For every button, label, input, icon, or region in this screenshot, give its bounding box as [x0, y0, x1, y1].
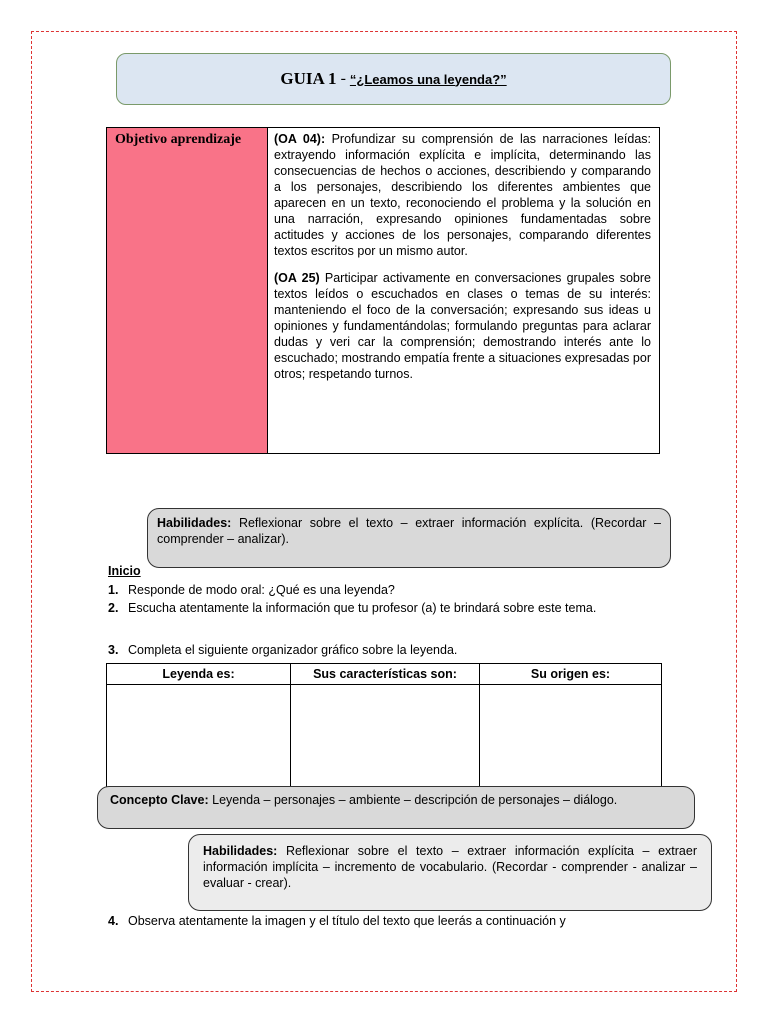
item-number: 4.: [108, 914, 119, 928]
oa04-paragraph: [274, 131, 651, 259]
habilidades-1-label: Habilidades:: [157, 516, 232, 530]
item-text: Responde de modo oral: ¿Qué es una leyenda?: [128, 583, 395, 597]
title-separator: -: [340, 70, 346, 87]
habilidades-2-text: Reflexionar sobre el texto – extraer información explícita – extraer información implícita – incremento de vocabulario. (Recordar - comprender - analizar – evaluar - crear).: [203, 844, 697, 890]
concepto-clave-box: [97, 786, 695, 829]
habilidades-2-label: Habilidades:: [203, 844, 278, 858]
objective-table: [106, 127, 660, 454]
item-number: 3.: [108, 643, 119, 657]
header-caracteristicas: Sus características son:: [291, 664, 480, 685]
table-row: [107, 685, 662, 788]
objective-label: Objetivo aprendizaje: [107, 128, 268, 453]
organizador-grafico: [106, 663, 662, 788]
list-item: [108, 582, 395, 598]
oa25-code: (OA 25): [274, 271, 320, 285]
guide-title: GUIA 1: [280, 69, 337, 88]
title-box: [116, 53, 671, 105]
item-text: Observa atentamente la imagen y el título del texto que leerás a continuación y: [128, 914, 566, 928]
habilidades-1-text: Reflexionar sobre el texto – extraer información explícita. (Recordar – comprender – analizar).: [157, 516, 661, 546]
oa04-text: Profundizar su comprensión de las narraciones leídas: extrayendo información explícita e implícita, determinando las consecuencias de hechos o acciones, describiendo y comparando a los personajes, describiendo los diferentes ambientes que aparecen en un texto, reconociendo el problema y la solución en una narración, expresando opiniones fundamentadas sobre actitudes y acciones de los personajes, comparando diferentes textos escritos por un mismo autor.: [274, 132, 651, 258]
list-item: [108, 642, 457, 658]
oa25-text: Participar activamente en conversaciones grupales sobre textos leídos o escuchados en clases o temas de su interés: manteniendo el foco de la conversación; expresando sus ideas u opiniones y fundamentándolas; formulando preguntas para aclarar dudas y veri car la comprensión; demostrando interés ante lo escuchado; mostrando empatía frente a situaciones expresadas por otros; respetando turnos.: [274, 271, 651, 381]
header-leyenda: Leyenda es:: [107, 664, 291, 685]
answer-cell-caracteristicas[interactable]: [291, 685, 480, 788]
concepto-text: Leyenda – personajes – ambiente – descripción de personajes – diálogo.: [212, 793, 618, 807]
oa04-code: (OA 04):: [274, 132, 326, 146]
table-header-row: [107, 664, 662, 685]
oa25-paragraph: [274, 270, 651, 382]
guide-subtitle: “¿Leamos una leyenda?”: [349, 71, 507, 87]
item-text: Completa el siguiente organizador gráfico sobre la leyenda.: [128, 643, 458, 657]
item-number: 1.: [108, 583, 119, 597]
inicio-heading: Inicio: [108, 564, 141, 578]
concepto-label: Concepto Clave:: [110, 793, 209, 807]
objective-text-cell: [268, 128, 659, 453]
habilidades-box-1: [147, 508, 671, 568]
habilidades-box-2: [188, 834, 712, 911]
answer-cell-leyenda[interactable]: [107, 685, 291, 788]
list-item: [108, 913, 566, 929]
item-text: Escucha atentamente la información que tu profesor (a) te brindará sobre este tema.: [128, 601, 597, 615]
list-item: [108, 600, 668, 616]
header-origen: Su origen es:: [480, 664, 662, 685]
item-number: 2.: [108, 601, 119, 615]
answer-cell-origen[interactable]: [480, 685, 662, 788]
